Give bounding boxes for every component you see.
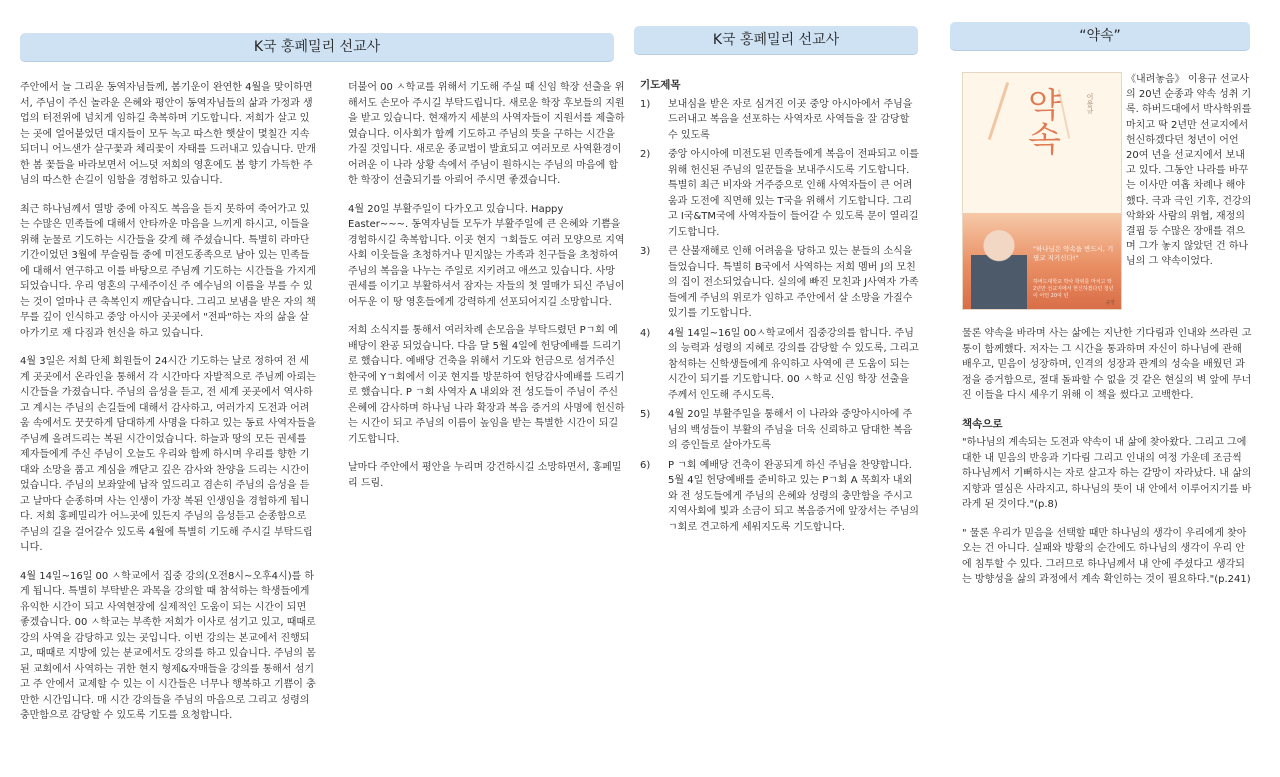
prayer-item-number: 4) [640, 327, 651, 339]
book-cover-publisher: 규장 [1105, 300, 1115, 306]
book-cover-author: 이용규 [1086, 93, 1094, 114]
prayer-column [640, 78, 920, 768]
letter-paragraph: 4월 3일은 저희 단체 회원들이 24시간 기도하는 날로 정하여 전 세계 곳곳에서 온라인을 통해서 각 시간마다 자발적으로 주님께 아뢰는 시간들을 가졌습니다. 주님의 음성을 듣고, 전 세계 곳곳에서 역사하고 계시는 주님의 손길들에 대해서 감사하고, 여러가지 도전과 어려움 속에서도 꿋꿋하게 담대하게 사명을 다하고 있는 동료 사역자들을 주님께 올려드리는 복된 시간이었습니다. 하늘과 땅의 모든 권세를 제자들에게 주신 주님이 오늘도 우리와 함께 하시며 우리를 향한 기대와 소망을 품고 계심을 깨닫고 깊은 감사와 찬양을 드리는 시간이었습니다. 주님의 보좌앞에 납작 엎드리고 겸손히 주님의 음성을 듣고 날마다 순종하며 사는 인생이 가장 복된 인생임을 경험하게 됩니다. 저희 홍페밀리가 어느곳에 있든지 주님의 음성듣고 순종함으로 주님의 길을 걸어갈수 있도록 4월에 특별히 기도해 주시길 부탁드립니다. [20, 356, 316, 553]
letter-paragraph: 더불어 00 ㅅ학교를 위해서 기도해 주실 때 신임 학장 선출을 위해서도 손모아 주시길 부탁드립니다. 새로운 학장 후보들의 지원을 받고 있습니다. 현재까지 세분의 사역자들이 지원서를 제출하였습니다. 이사회가 함께 기도하고 주님의 뜻을 구하는 시간을 가질 것입니다. 새로운 종교법이 발효되고 여러모로 사역환경이 어려운 이 나라 상황 속에서 주님이 원하시는 주님의 마음에 합한 학장이 선출되기를 아뢰어 주시면 좋겠습니다. [348, 82, 625, 186]
author-portrait [971, 221, 1027, 309]
letter-paragraph: 최근 하나님께서 열방 중에 아직도 복음을 듣지 못하여 죽어가고 있는 수많은 민족들에 대해서 안타까운 마음을 느끼게 하시고, 이들을 위해 눈물로 기도하는 시간들을 갖게 해 주셨습니다. 특별히 라마단 기간이었던 3월에 무슬림들 중에 미전도종족으로 남아 있는 민족들에 대해서 연구하고 이를 바탕으로 주님께 기도하는 시간들을 가지게 되었습니다. 우리 영혼의 구세주이신 주 예수님의 이름을 부를 수 있는 것이 얼마나 큰 축복인지 깨닫습니다. 그리고 보냄을 받은 자의 책무를 깊이 인식하고 중앙 아시아 곳곳에서 "전파"하는 자의 삶을 살아가기로 재 다짐과 헌신을 하고 있습니다. [20, 203, 316, 339]
prayer-item [640, 458, 920, 536]
excerpt-title: 책속으로 [962, 417, 1003, 430]
book-intro [1126, 72, 1254, 316]
book-cover-image [962, 72, 1122, 310]
header-col1: K국 홍페밀리 선교사 [20, 33, 614, 61]
prayer-item-number: 6) [640, 459, 651, 471]
prayer-item-text: 보내심을 받은 자로 심겨진 이곳 중앙 아시아에서 주님을 드러내고 복음을 선포하는 사역자로 사역들을 잘 감당할 수 있도록 [668, 98, 913, 141]
prayer-item [640, 407, 920, 454]
prayer-item-number: 2) [640, 149, 651, 160]
prayer-item-number: 5) [640, 409, 651, 420]
prayer-item [640, 244, 920, 322]
book-cover-quote: "하나님은 약속을 반드시, 기필코 지키신다!" [1033, 245, 1114, 262]
letter-paragraph: 날마다 주안에서 평안을 누리며 강건하시길 소망하면서, 홍페밀리 드림. [348, 462, 622, 489]
prayer-item-number: 1) [640, 98, 651, 110]
prayer-item-text: 4월 14일~16일 00ㅅ학교에서 집중강의를 합니다. 주님의 능력과 성령의 지혜로 강의를 감당할 수 있도록, 그리고 참석하는 신학생들에게 유익하고 사역에 큰 도움이 되는 시간이 되기를 기도합니다. 00 ㅅ학교 신임 학장 선출을 주께서 인도해 주시도록. [668, 327, 919, 401]
letter-paragraph: 4월 14일~16일 00 ㅅ학교에서 집중 강의(오전8시~오후4시)를 하게 됩니다. 특별히 부탁받은 과목을 강의할 때 참석하는 학생들에게 유익한 시간이 되고 사역현장에 실제적인 도움이 되는 시간이 되면 좋겠습니다. 00 ㅅ학교는 부족한 저희가 이사로 섬기고 있고, 때때로 강의 사역을 감당하고 있는 곳입니다. 이번 강의는 본교에서 진행되고, 때때로 지방에 있는 분교에서도 강의를 하고 있습니다. 주님의 몸된 교회에서 사역하는 귀한 현지 형제&자매들을 강의를 통해서 섬기고 주 안에서 교제할 수 있는 이 시간들은 너무나 행복하고 기쁨이 충만한 시간입니다. 매 시간 강의들을 주님의 마음으로 그리고 성령의 충만함으로 감당할 수 있도록 기도를 요청합니다. [20, 570, 316, 721]
letter-paragraph: 주안에서 늘 그리운 동역자님들께, 봄기운이 완연한 4월을 맞이하면서, 주님이 주신 놀라운 은혜와 평안이 동역자님들의 삶과 가정과 생업의 터전위에 넘치게 임하길 축복하며 기도합니다. 저희가 살고 있는 곳에 얼어붙었던 대지들이 모두 녹고 따스한 햇살이 몇칠간 지속되더니 어느샌가 살구꽃과 체리꽃이 자태를 드러내고 있습니다. 만개한 봄 꽃들을 바라보면서 어느덧 저희의 영혼에도 봄 향기 가득한 주님의 따스한 손길이 임함을 경험하고 있습니다. [20, 82, 316, 186]
prayer-item-number: 3) [640, 246, 651, 257]
prayer-item-text: 큰 산불재해로 인해 어려움을 당하고 있는 분들의 소식을 들었습니다. 특별히 B국에서 사역하는 저희 멤버 J의 모친의 집이 전소되었습니다. 실의에 빠진 모친과 J사역자 가족들에게 주님의 위로가 임하고 주안에서 살 소망을 가질수 있기를 기도합니다. [668, 246, 919, 319]
prayer-item [640, 97, 920, 144]
book-cover-caption: 하버드대학교 박사 학위를 마치고 딱 2년만 선교지에서 헌신하겠다던 청년이 어언 20여 년 [1033, 279, 1114, 299]
prayer-item-text: P ㄱ회 예배당 건축이 완공되게 하신 주님을 찬양합니다. 5월 4일 헌당예배를 준비하고 있는 Pㄱ회 A 목회자 내외와 전 성도들에게 주님의 은혜와 성령의 충만함을 주시고 지역사회에 빛과 소금이 되고 복음증거에 앞장서는 주님의 ㄱ회로 견고하게 세워지도록 기도합니다. [668, 459, 919, 533]
prayer-item [640, 326, 920, 404]
book-excerpt: "하나님의 계속되는 도전과 약속이 내 삶에 찾아왔다. 그리고 그에 대한 내 믿음의 반응과 기다림 그리고 인내의 여정 가운데 조금씩 하나님께서 기뻐하시는 자로 살고자 하는 갈망이 자라났다. 내 삶의 지향과 열심은 사라지고, 하나님의 뜻이 내 안에서 이루어지기를 바라게 된 것이다."(p.8) [962, 437, 1252, 510]
prayer-item-text: 4월 20일 부활주일을 통해서 이 나라와 중앙아시아에 주님의 백성들이 부활의 주님을 더욱 신뢰하고 담대한 복음의 증인들로 살아가도록 [668, 409, 913, 451]
letter-paragraph: 4월 20일 부활주일이 다가오고 있습니다. Happy Easter~~~. 동역자님들 모두가 부활주일에 큰 은혜와 기쁨을 경험하시길 축복합니다. 이곳 현지 ㄱ회들도 여러 모양으로 지역사회 이웃들을 초청하거나 믿지않는 가족과 친구들을 초청하여 주님의 복음을 나누는 주일로 지키려고 애쓰고 있습니다. 사망 권세를 이기고 부활하셔서 잠자는 자들의 첫 열매가 되신 주님이 어두운 이 땅 영혼들에게 강력하게 선포되어지길 소망합니다. [348, 203, 625, 308]
book-review-column [962, 326, 1254, 766]
prayer-item-text: 중앙 아시아에 미전도된 민족들에게 복음이 전파되고 이를 위해 헌신된 주님의 일꾼들을 보내주시도록 기도합니다. 특별히 최근 비자와 거주증으로 인해 사역자들이 큰 어려움과 도전에 직면해 있는 T국을 위해서 기도합니다. 그리고 I국&TM국에 사역자들이 들어갈 수 있도록 문이 열리길 기도합니다. [668, 149, 919, 238]
letter-column-1 [20, 80, 316, 764]
prayer-title: 기도제목 [640, 79, 681, 91]
prayer-item [640, 147, 920, 240]
letter-column-2 [348, 80, 626, 764]
book-intro-text: 《내려놓음》 이용규 선교사의 20년 순종과 약속 성취 기록. 하버드대에서 박사학위를 마치고 딱 2년만 선교지에서 헌신하겠다던 청년이 어언 20여 년을 선교지에서 보내고 있다. 그동안 나라를 바꾸는 이사만 여홉 차례나 해야 했다. 극과 극인 기후, 건강의 악화와 사람의 위협, 재정의 결핍 등 수많은 장애를 겪으며 그가 놓지 않았던 건 하나님의 그 약속이었다. [1126, 74, 1252, 268]
book-cover-title: 약속 [1021, 87, 1061, 155]
book-description: 물론 약속을 바라며 사는 삶에는 지난한 기다림과 인내와 쓰라린 고통이 함께했다. 저자는 그 시간을 통과하며 자신이 하나님에 관해 배우고, 믿음이 성장하며, 인격의 성장과 관계의 성숙을 배웠던 과정을 증거함으로, 절대 돌파할 수 없을 것 같은 현실의 벽 앞에 무너진 이들을 다시 세우기 위해 이 책을 썼다고 고백한다. [962, 328, 1252, 401]
header-col3: “약속” [950, 22, 1250, 50]
book-excerpt: " 물론 우리가 믿음을 선택할 때만 하나님의 생각이 우리에게 찾아오는 건 아니다. 실패와 방황의 순간에도 하나님의 생각이 우리 안에 침투할 수 있다. 그러므로 하나님께서 내 안에 주셨다고 생각되는 방향성을 삶의 과정에서 계속 확인하는 것이 필요하다."(p.241) [962, 527, 1251, 585]
cover-decoration [988, 82, 1009, 140]
prayer-list [640, 97, 920, 536]
letter-paragraph: 저희 소식지를 통해서 여러차례 손모음을 부탁드렸던 Pㄱ회 예배당이 완공 되었습니다. 다음 달 5월 4일에 헌당예배를 드리기로 했습니다. 예배당 건축을 위해서 기도와 헌금으로 섬겨주신 한국에 Yㄱ회에서 이곳 현지를 방문하여 헌당감사예배를 드리기로 했습니다. P ㄱ회 사역자 A 내외와 전 성도들이 주님이 주신 은혜에 감사하며 하나님 나라 확장과 복음 증거의 사명에 헌신하는 시간이 되고 주님의 이름이 높임을 받는 특별한 시간이 되길 기도합니다. [348, 325, 625, 445]
header-col2: K국 홍페밀리 선교사 [634, 26, 918, 54]
